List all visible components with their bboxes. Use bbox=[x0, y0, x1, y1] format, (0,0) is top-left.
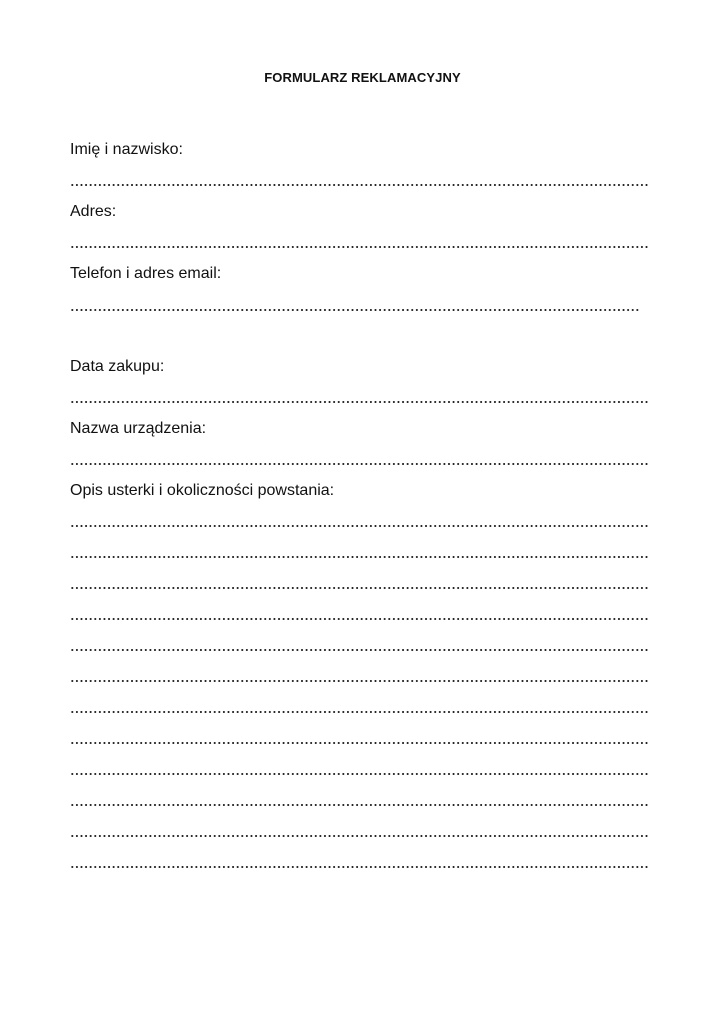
defect-description-fill-line[interactable] bbox=[70, 555, 648, 559]
address-fill-line[interactable] bbox=[70, 245, 648, 249]
name-fill-line[interactable] bbox=[70, 183, 648, 187]
defect-description-fill-line[interactable] bbox=[70, 803, 648, 807]
device-name-label: Nazwa urządzenia: bbox=[70, 420, 207, 437]
defect-description-fill-line[interactable] bbox=[70, 617, 648, 621]
purchase-date-fill-line[interactable] bbox=[70, 400, 648, 404]
contact-fill-line[interactable] bbox=[70, 308, 640, 312]
defect-description-fill-line[interactable] bbox=[70, 834, 648, 838]
defect-description-fill-line[interactable] bbox=[70, 772, 648, 776]
defect-description-label: Opis usterki i okoliczności powstania: bbox=[70, 482, 335, 499]
defect-description-fill-line[interactable] bbox=[70, 586, 648, 590]
defect-description-fill-line[interactable] bbox=[70, 710, 648, 714]
address-label: Adres: bbox=[70, 203, 117, 220]
defect-description-fill-line[interactable] bbox=[70, 648, 648, 652]
form-title: FORMULARZ REKLAMACYJNY bbox=[264, 70, 461, 85]
defect-description-fill-line[interactable] bbox=[70, 865, 648, 869]
defect-description-fill-line[interactable] bbox=[70, 741, 648, 745]
name-label: Imię i nazwisko: bbox=[70, 141, 183, 158]
device-name-fill-line[interactable] bbox=[70, 462, 648, 466]
contact-label: Telefon i adres email: bbox=[70, 265, 222, 282]
purchase-date-label: Data zakupu: bbox=[70, 358, 165, 375]
defect-description-fill-line[interactable] bbox=[70, 524, 648, 528]
defect-description-fill-line[interactable] bbox=[70, 679, 648, 683]
